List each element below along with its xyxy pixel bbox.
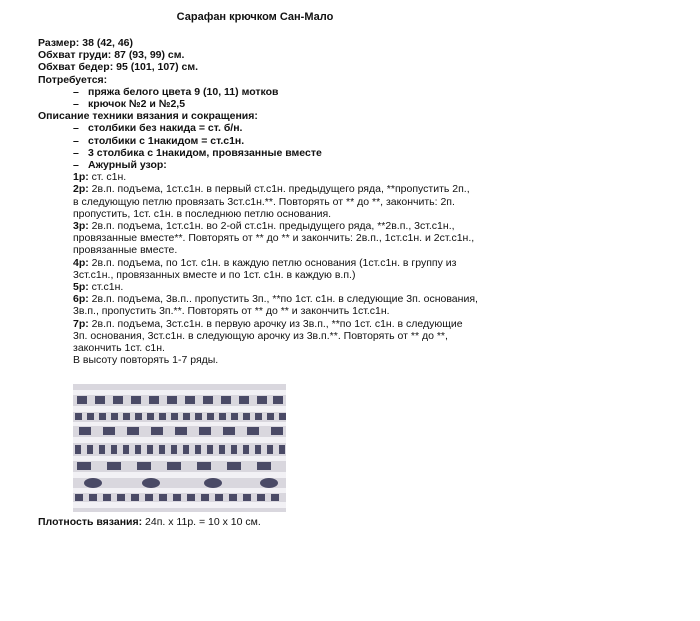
abbreviation-item: – столбики с 1накидом = ст.с1н. [73, 134, 245, 147]
abbreviation-item: – 3 столбика с 1накидом, провязанные вместе [73, 146, 322, 159]
pattern-row-4: 4р: 2в.п. подъема, по 1ст. с1н. в каждую петлю основания (1ст.с1н. в группу из 3ст.с1н., провязанных вместе и по 1ст. с1н. в каждую в.п.) [73, 256, 457, 281]
repeat-note: В высоту повторять 1-7 ряды. [73, 354, 219, 367]
pattern-row-6: 6р: 2в.п. подъема, 3в.п.. пропустить 3п., **по 1ст. с1н. в следующие 3п. основания, 3в.п., пропустить 3п.**. Повторять от ** до ** и закончить 1ст.с1н. [73, 293, 478, 318]
page-title: Сарафан крючком Сан-Мало [176, 11, 334, 23]
pattern-row-7: 7р: 2в.п. подъема, 3ст.с1н. в первую арочку из 3в.п., **по 1ст. с1н. в следующие 3п. основания, 3ст.с1н. в следующую арочку из 3в.п.**. Повторять от ** до **, закончить 1ст. с1н. [73, 317, 463, 355]
pattern-row-3: 3р: 2в.п. подъема, 1ст.с1н. во 2-ой ст.с1н. предыдущего ряда, **2в.п., 3ст.с1н., провязанные вместе**. Повторять от ** до ** и закончить: 2в.п., 1ст.с1н. и 2ст.с1н., провязанные вместе. [73, 220, 475, 257]
pattern-document [38, 37, 478, 366]
pattern-row-1: 1р: ст. с1н. [73, 171, 127, 184]
lace-pattern-photo [73, 384, 286, 512]
spec-hips: Обхват бедер: 95 (101, 107) см. [38, 61, 199, 74]
material-item: – пряжа белого цвета 9 (10, 11) мотков [73, 85, 279, 98]
technique-heading: Описание техники вязания и сокращения: [38, 110, 258, 123]
abbreviation-item: – столбики без накида = ст. б/н. [73, 122, 243, 135]
spec-size: Размер: 38 (42, 46) [38, 37, 134, 49]
pattern-row-5: 5р: ст.с1н. [73, 281, 124, 294]
material-item: – крючок №2 и №2,5 [73, 98, 186, 111]
abbreviation-item: – Ажурный узор: [73, 159, 167, 172]
spec-chest: Обхват груди: 87 (93, 99) см. [38, 49, 185, 62]
gauge-line: Плотность вязания: 24п. х 11р. = 10 х 10 см. [38, 516, 261, 528]
pattern-row-2: 2р: 2в.п. подъема, 1ст.с1н. в первый ст.с1н. предыдущего ряда, **пропустить 2п., в следующую петлю провязать 3ст.с1н.**. Повторять от ** до **, закончить: 2п. пропустить, 1ст. с1н. в последнюю петлю основания. [73, 183, 470, 220]
materials-heading: Потребуется: [38, 73, 108, 86]
crochet-swatch-image [73, 384, 286, 512]
